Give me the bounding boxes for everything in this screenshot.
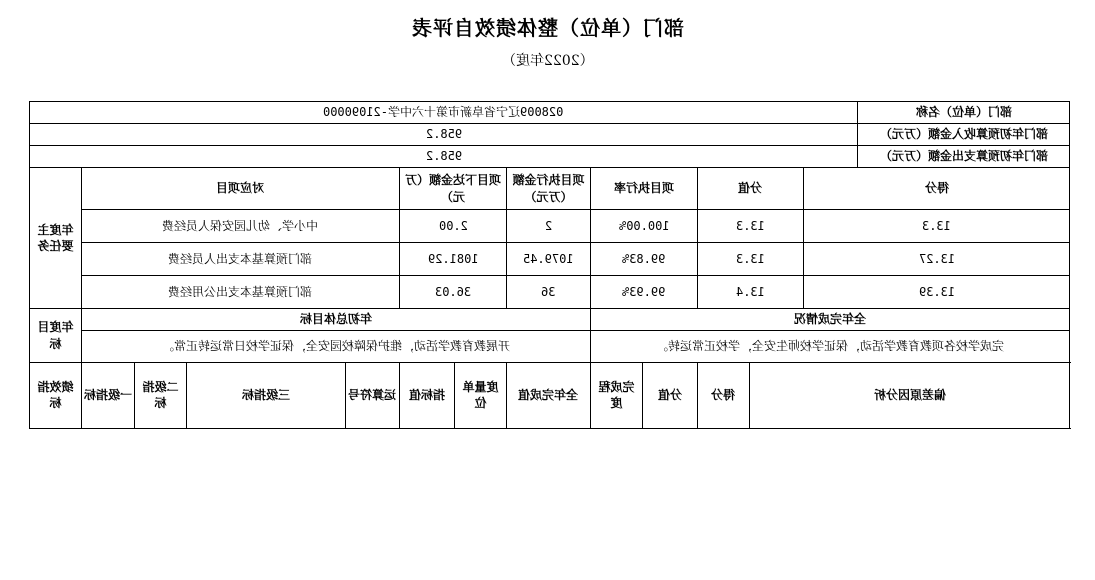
goals-actual-header: 全年完成情况 [591, 309, 1070, 331]
task-row-issued: 1081.29 [400, 243, 507, 276]
task-row-name: 部门预算基本支出公用经费 [82, 276, 400, 309]
document-year: （2022年度） [501, 53, 594, 69]
expense-label: 部门年初预算支出金额（万元） [858, 146, 1070, 168]
expense-value: 958.2 [30, 146, 858, 168]
task-row-executed: 2 [507, 210, 591, 243]
task-row-issued: 2.00 [400, 210, 507, 243]
task-header-project: 对应项目 [82, 168, 400, 210]
task-row-weight: 13.3 [698, 243, 804, 276]
task-row-name: 中小学、幼儿园安保人员经费 [82, 210, 400, 243]
task-row-rate: 100.00% [591, 210, 698, 243]
unit-name-label: 部门（单位）名称 [858, 102, 1070, 124]
ind-header-target: 指标值 [400, 363, 455, 429]
ind-header-unit: 度量单位 [455, 363, 507, 429]
goals-plan-header: 年初总体目标 [82, 309, 591, 331]
task-row-rate: 99.93% [591, 276, 698, 309]
task-header-weight: 分值 [698, 168, 804, 210]
task-row-executed: 36 [507, 276, 591, 309]
ind-header-level2: 二级指标 [135, 363, 187, 429]
document-title: 部门（单位）整体绩效自评表 [411, 16, 684, 40]
task-header-issued: 项目下达金额（万元） [400, 168, 507, 210]
task-row-executed: 1079.45 [507, 243, 591, 276]
ind-header-deviation-group: 偏差原因分析 [750, 363, 1070, 429]
task-row-score: 13.27 [804, 243, 1070, 276]
task-header-rate: 项目执行率 [591, 168, 698, 210]
goals-plan-text: 开展教育教学活动，维护保障校园安全，保证学校日常运转正常。 [82, 331, 591, 363]
task-side-label: 年度主要任务 [30, 168, 82, 309]
task-row-rate: 99.83% [591, 243, 698, 276]
task-row-weight: 13.4 [698, 276, 804, 309]
ind-header-level3: 三级指标 [187, 363, 346, 429]
task-header-score: 得分 [804, 168, 1070, 210]
indicator-side-label: 绩效指标 [30, 363, 82, 429]
goals-actual-text: 完成学校各项教育教学活动，保证学校师生安全，学校正常运转。 [591, 331, 1070, 363]
task-row-issued: 36.03 [400, 276, 507, 309]
income-value: 958.2 [30, 124, 858, 146]
evaluation-table [29, 101, 1070, 429]
ind-header-actual: 全年完成值 [507, 363, 591, 429]
ind-header-score: 得分 [698, 363, 750, 429]
task-row-score: 13.3 [804, 210, 1070, 243]
ind-header-completion: 完成程度 [591, 363, 643, 429]
ind-header-weight: 分值 [643, 363, 698, 429]
ind-header-operator: 运算符号 [346, 363, 400, 429]
goals-side-label: 年度目标 [30, 309, 82, 363]
income-label: 部门年初预算收入金额（万元） [858, 124, 1070, 146]
unit-name-value: 028009辽宁省阜新市第十六中学-21090000 [30, 102, 858, 124]
task-header-executed: 项目执行金额（万元） [507, 168, 591, 210]
ind-header-level1: 一级指标 [82, 363, 135, 429]
task-row-name: 部门预算基本支出人员经费 [82, 243, 400, 276]
task-row-score: 13.39 [804, 276, 1070, 309]
task-row-weight: 13.3 [698, 210, 804, 243]
